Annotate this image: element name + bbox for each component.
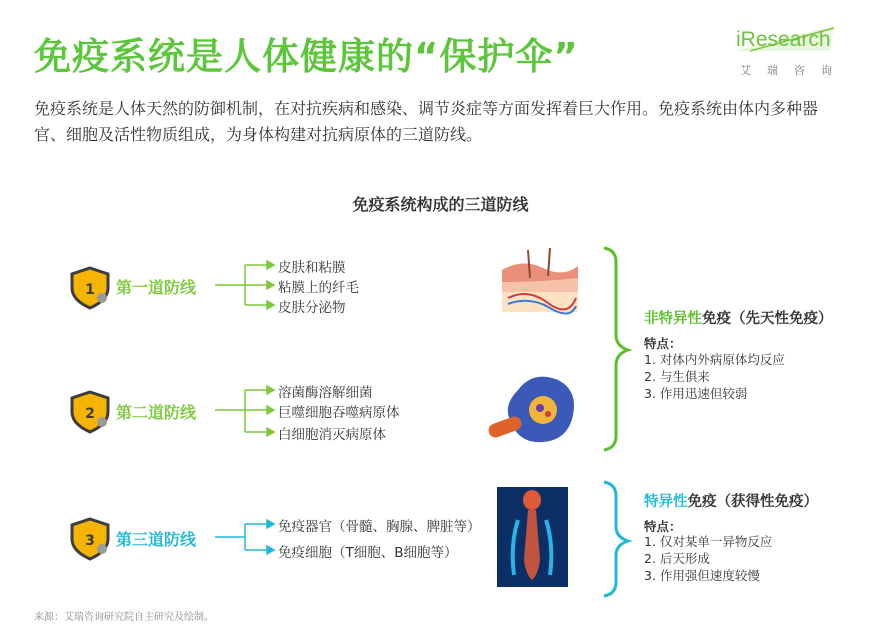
line-2-item-1: 溶菌酶溶解细菌 [278, 385, 373, 401]
line-2-item-2: 巨噬细胞吞噬病原体 [278, 405, 400, 421]
connector-line-2 [215, 386, 274, 436]
diagram-title: 免疫系统构成的三道防线 [352, 195, 529, 214]
nonspecific-title [644, 307, 833, 328]
specific-feature-3: 3. 作用强但速度较慢 [644, 568, 760, 583]
nonspecific-title-colored: 非特异性 [644, 311, 702, 327]
shield-3-icon [72, 519, 108, 559]
nonspecific-features-label: 特点： [644, 336, 682, 351]
specific-feature-1: 1. 仅对某单一异物反应 [644, 534, 773, 549]
bracket-specific [604, 482, 628, 596]
nonspecific-feature-3: 3. 作用迅速但较弱 [644, 386, 748, 401]
page-title: 免疫系统是人体健康的“保护伞” [34, 35, 579, 78]
connector-line-1 [215, 261, 274, 309]
svg-text:1: 1 [85, 282, 95, 298]
nonspecific-feature-2: 2. 与生俱来 [644, 369, 710, 384]
logo-chinese-text: 艾瑞咨询 [740, 64, 848, 77]
source-note: 来源：艾瑞咨询研究院自主研究及绘制。 [34, 612, 214, 623]
specific-feature-2: 2. 后天形成 [644, 551, 710, 566]
specific-title-rest: 免疫（获得性免疫） [687, 494, 818, 510]
line-2-item-3: 白细胞消灭病原体 [278, 427, 386, 443]
intro-paragraph: 免疫系统是人体天然的防御机制，在对抗疾病和感染、调节炎症等方面发挥着巨大作用。免疫系统由体内多种器官、细胞及活性物质组成，为身体构建对抗病原体的三道防线。 [34, 99, 819, 144]
body-illustration [497, 487, 568, 587]
line-1-item-3: 皮肤分泌物 [278, 300, 346, 316]
specific-title [644, 490, 818, 511]
logo-text: iResearch [736, 28, 831, 51]
shield-1-icon [72, 268, 108, 308]
line-label-1: 第一道防线 [116, 278, 197, 297]
macrophage-illustration [487, 377, 574, 442]
svg-text:2: 2 [85, 406, 95, 422]
svg-text:3: 3 [85, 533, 95, 549]
connector-line-3 [215, 520, 274, 554]
line-1-item-2: 粘膜上的纤毛 [278, 280, 359, 296]
line-1-item-1: 皮肤和粘膜 [278, 260, 346, 276]
line-label-2: 第二道防线 [116, 403, 197, 422]
line-3-item-1: 免疫器官（骨髓、胸腺、脾脏等） [278, 519, 481, 535]
specific-title-colored: 特异性 [644, 494, 688, 510]
nonspecific-feature-1: 1. 对体内外病原体均反应 [644, 352, 785, 367]
line-label-3: 第三道防线 [116, 530, 197, 549]
line-3-item-2: 免疫细胞（T细胞、B细胞等） [278, 545, 458, 561]
nonspecific-title-rest: 免疫（先天性免疫） [702, 311, 833, 327]
skin-illustration [502, 248, 578, 314]
bracket-nonspecific [604, 248, 628, 450]
specific-features-label: 特点： [644, 519, 682, 534]
shield-2-icon [72, 392, 108, 432]
